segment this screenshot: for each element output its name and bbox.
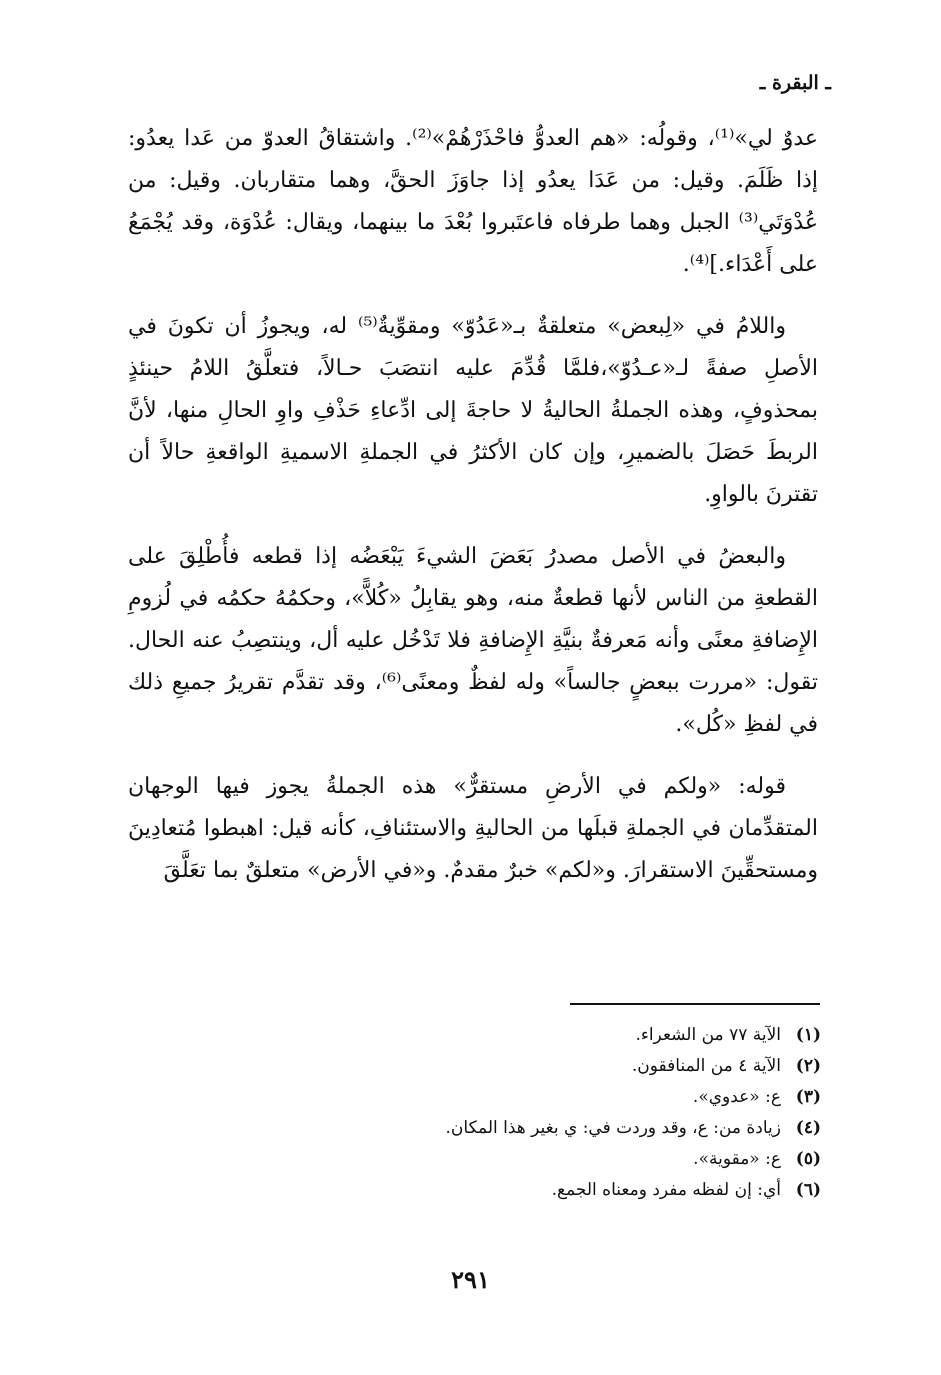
footnote-divider bbox=[570, 1003, 820, 1005]
footnote-number: (٤) bbox=[795, 1118, 821, 1138]
footnote-number: (٦) bbox=[795, 1180, 821, 1200]
footnote bbox=[221, 1051, 821, 1082]
footnote bbox=[221, 1113, 821, 1144]
page-number: ٢٩١ bbox=[451, 1265, 490, 1294]
paragraph: عدوٌ لي»⁽¹⁾، وقولُه: «هم العدوُّ فاحْذَرْهُمْ»⁽²⁾. واشتقاقُ العدوّ من عَدا يعدُو: إذا ظَلَمَ. وقيل: من عَدَا يعدُو إذا جاوَزَ الحقَّ، وهما متقاربان. وقيل: من عُدْوَتَي⁽³⁾ الجبل وهما طرفاه فاعتَبروا بُعْدَ ما بينهما، ويقال: عُدْوَة، وقد يُجْمَعُ على أَعْدَاء.]⁽⁴⁾. bbox=[128, 126, 819, 277]
paragraph: قوله: «ولكم في الأرضِ مستقرٌّ» هذه الجملةُ يجوز فيها الوجهان المتقدِّمان في الجملةِ قبلَها من الحاليةِ والاستئنافِ، كأنه قيل: اهبطوا مُتعادِينَ ومستحقِّينَ الاستقرارَ. و«لكم» خبرٌ مقدمٌ. و«في الأرض» متعلقٌ بما تعَلَّقَ bbox=[128, 774, 818, 883]
running-header: ـ البقرة ـ bbox=[759, 72, 831, 94]
paragraph: والبعضُ في الأصل مصدرُ بَعَضَ الشيءَ يَبْعَضُه إذا قطعه فأُطْلِقَ على القطعةِ من الناس لأنها قطعةٌ منه، وهو يقابِلُ «كُلاًّ»، وحكمُهُ حكمُه في لُزومِ الإِضافةِ معنًى وأنه مَعرفةٌ بنيَّةِ الإِضافةِ فلا تَدْخُل عليه أل، وينتصِبُ عنه الحال. تقول: «مررت ببعضٍ جالساً» وله لفظٌ ومعنًى⁽⁶⁾، وقد تقدَّم تقريرُ جميعِ ذلك في لفظِ «كُل». bbox=[128, 544, 818, 737]
footnote-text: زيادة من: ع، وقد وردت في: ي بغير هذا المكان. bbox=[445, 1118, 781, 1138]
footnote-number: (٢) bbox=[795, 1056, 821, 1076]
footnotes bbox=[221, 1020, 821, 1206]
footnote-number: (٣) bbox=[795, 1087, 821, 1107]
footnote-number: (٥) bbox=[795, 1149, 821, 1169]
footnote bbox=[221, 1020, 821, 1051]
footnote bbox=[221, 1144, 821, 1175]
paragraph: واللامُ في «لِبعض» متعلقةٌ بـ«عَدُوّ» ومقوِّيةٌ⁽⁵⁾ له، ويجوزُ أن تكونَ في الأصلِ صفةً لـ«عـدُوّ»،فلمَّا قُدِّمَ عليه انتصَبَ حـالاً، فتعلَّقُ اللامُ حينئذٍ بمحذوفٍ، وهذه الجملةُ الحاليةُ لا حاجةَ إلى ادِّعاءِ حَذْفِ واوِ الحالِ منها، لأنَّ الربطَ حَصَلَ بالضميرِ، وإن كان الأكثرُ في الجملةِ الاسميةِ الواقعةِ حالاً أن تقترنَ بالواوِ. bbox=[128, 314, 818, 507]
footnote-text: أي: إن لفظه مفرد ومعناه الجمع. bbox=[551, 1180, 781, 1200]
footnote-text: الآية ٤ من المنافقون. bbox=[631, 1056, 781, 1076]
footnote bbox=[221, 1082, 821, 1113]
footnote-text: الآية ٧٧ من الشعراء. bbox=[635, 1025, 781, 1045]
footnote-number: (١) bbox=[795, 1025, 821, 1045]
footnote-text: ع: «مقوية». bbox=[693, 1149, 781, 1169]
main-text bbox=[128, 118, 818, 912]
footnote bbox=[221, 1175, 821, 1206]
footnote-text: ع: «عدوي». bbox=[692, 1087, 781, 1107]
